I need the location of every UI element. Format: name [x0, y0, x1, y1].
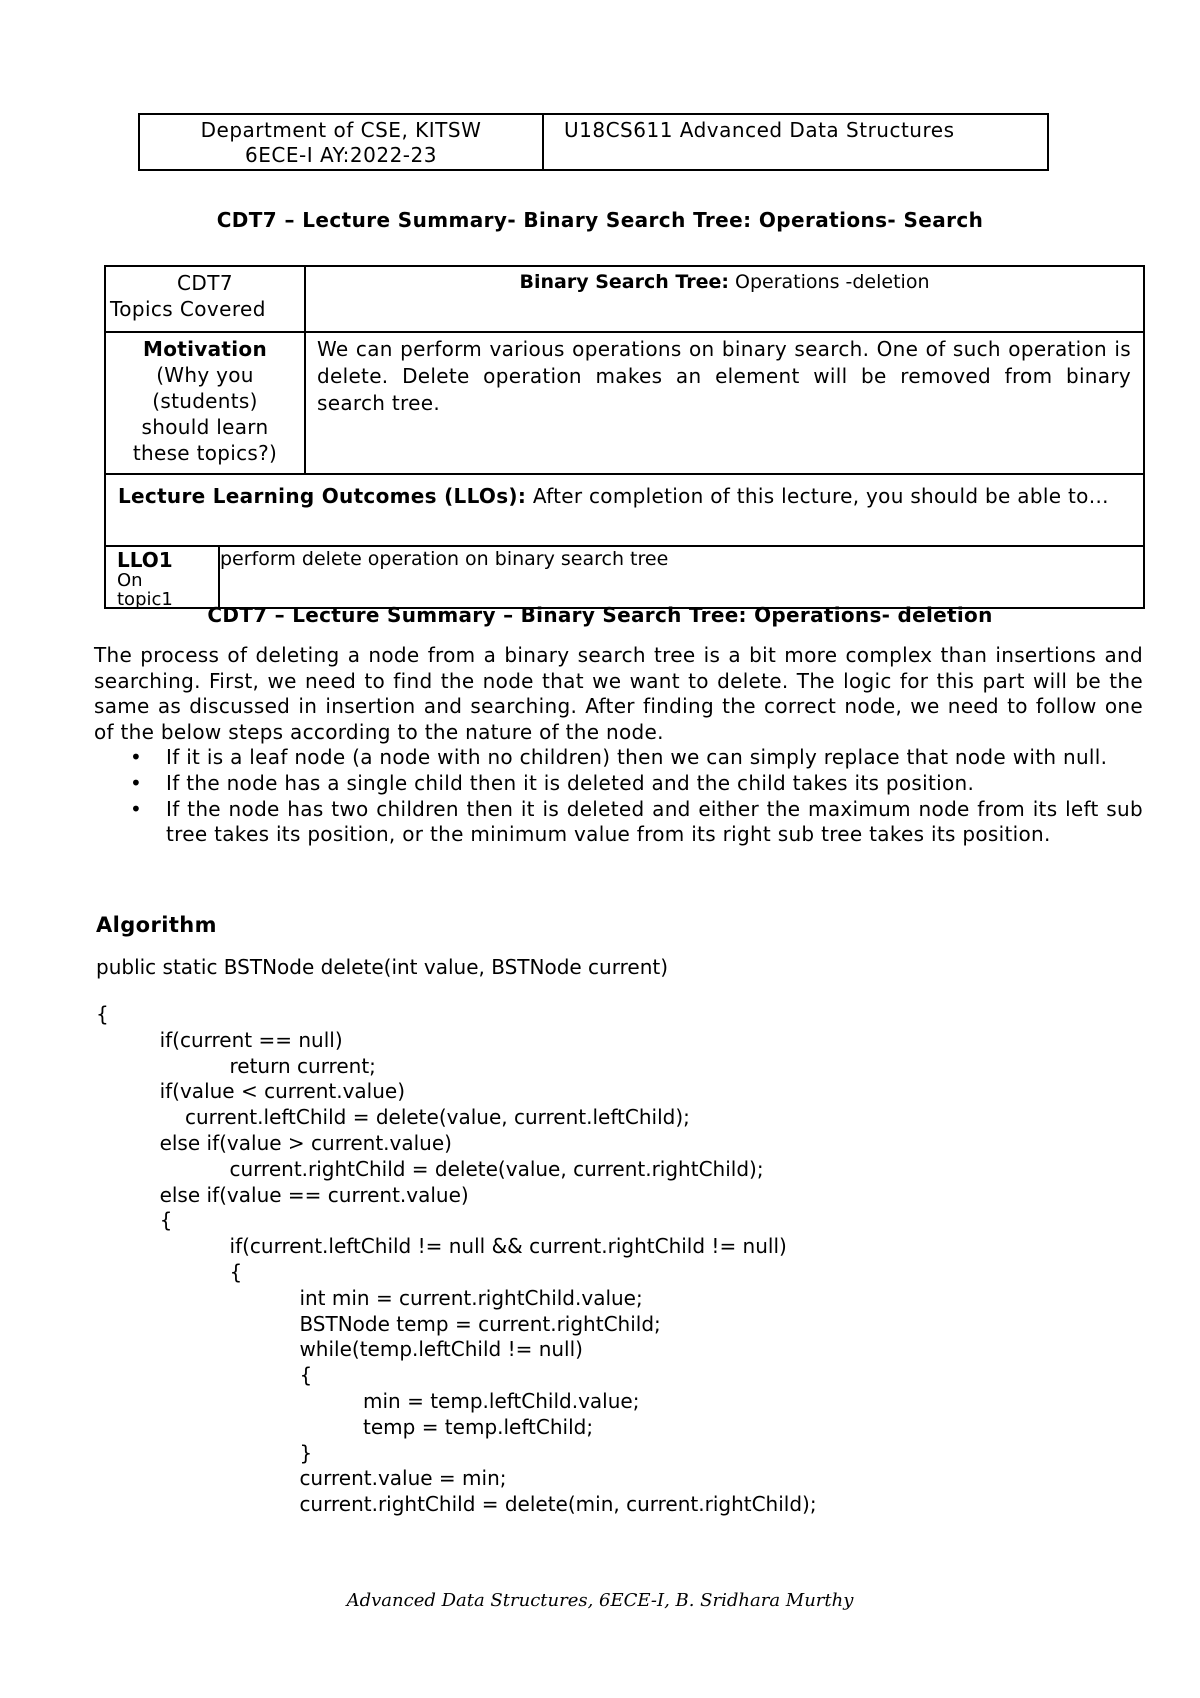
llo1-text: perform delete operation on binary search tree	[220, 548, 669, 570]
llo1-row	[106, 547, 1143, 610]
topics-value-cell	[306, 267, 1143, 331]
bullet-list	[94, 745, 1143, 847]
motivation-sub-2: (students)	[152, 389, 258, 413]
llo1-label-cell	[106, 547, 220, 610]
class-year: 6ECE-I AY:2022-23	[245, 143, 437, 167]
code-line: else if(value > current.value)	[96, 1130, 452, 1155]
code-line: return current;	[96, 1053, 376, 1078]
motivation-sub-4: these topics?)	[132, 441, 278, 465]
code-block	[96, 1002, 1096, 1518]
topics-row	[106, 267, 1143, 333]
code-line: if(current.leftChild != null && current.rightChild != null)	[96, 1234, 787, 1259]
summary-title: CDT7 – Lecture Summary- Binary Search Tree: Operations- Search	[216, 208, 984, 232]
code-line: current.rightChild = delete(min, current.rightChild);	[96, 1492, 817, 1517]
motivation-title: Motivation	[143, 337, 267, 361]
code-line: else if(value == current.value)	[96, 1182, 469, 1207]
header-department-cell	[140, 115, 544, 169]
section-title: CDT7 – Lecture Summary – Binary Search Tree: Operations- deletion	[207, 603, 993, 627]
code-line: if(value < current.value)	[96, 1079, 406, 1104]
bullet-icon: •	[130, 796, 143, 821]
code-line: {	[96, 1259, 243, 1284]
department-name: Department of CSE, KITSW	[200, 118, 482, 142]
code-line: current.value = min;	[96, 1466, 507, 1491]
code-line: min = temp.leftChild.value;	[96, 1388, 640, 1413]
header-table	[138, 113, 1049, 171]
topics-table	[104, 265, 1145, 609]
llo1-code: LLO1	[117, 548, 173, 572]
code-line: current.rightChild = delete(value, current.rightChild);	[96, 1156, 764, 1181]
list-item	[94, 797, 1143, 848]
algorithm-heading: Algorithm	[96, 913, 217, 937]
code-line: {	[96, 1208, 173, 1233]
header-course-cell: U18CS611 Advanced Data Structures	[564, 118, 955, 142]
intro-paragraph: The process of deleting a node from a binary search tree is a bit more complex than insertions and searching. First, we need to find the node that we want to delete. The logic for this part will be the same as discussed in insertion and searching. After finding the correct node, we need to follow one of the below steps according to the nature of the node.	[94, 643, 1143, 744]
code-line: if(current == null)	[96, 1027, 343, 1052]
code-line: {	[96, 1002, 109, 1026]
code-line: {	[96, 1363, 313, 1388]
intro-body	[94, 643, 1143, 848]
code-line: }	[96, 1440, 313, 1465]
topics-code: CDT7	[177, 271, 233, 295]
llo1-sub-1: On	[117, 570, 143, 591]
llo-heading-row	[106, 475, 1143, 547]
topic-rest: Operations -deletion	[728, 271, 930, 293]
list-item	[94, 771, 1143, 797]
llo-heading-rest: After completion of this lecture, you should be able to…	[526, 484, 1109, 508]
llo-heading-bold: Lecture Learning Outcomes (LLOs):	[118, 484, 527, 508]
bullet-icon: •	[130, 745, 143, 770]
topics-label: Topics Covered	[110, 297, 266, 321]
code-line: current.leftChild = delete(value, current.leftChild);	[96, 1105, 690, 1130]
bullet-text: If the node has a single child then it is deleted and the child takes its position.	[166, 770, 975, 795]
page-footer: Advanced Data Structures, 6ECE-I, B. Sridhara Murthy	[346, 1590, 854, 1611]
bullet-icon: •	[130, 770, 143, 795]
motivation-sub-1: (Why you	[156, 363, 254, 387]
topics-label-cell	[106, 267, 306, 331]
code-line: while(temp.leftChild != null)	[96, 1337, 583, 1362]
code-line: BSTNode temp = current.rightChild;	[96, 1311, 661, 1336]
motivation-sub-3: should learn	[141, 415, 269, 439]
motivation-text: We can perform various operations on binary search. One of such operation is delete. Delete operation makes an element will be removed from binary search tree.	[317, 337, 1131, 415]
list-item	[94, 745, 1143, 771]
bullet-text: If it is a leaf node (a node with no children) then we can simply replace that node with null.	[166, 745, 1108, 770]
code-line: temp = temp.leftChild;	[96, 1414, 594, 1439]
motivation-label-cell	[106, 333, 306, 473]
bullet-text: If the node has two children then it is deleted and either the maximum node from its left sub tree takes its position, or the minimum value from its right sub tree takes its position.	[166, 796, 1143, 847]
method-signature: public static BSTNode delete(int value, BSTNode current)	[96, 955, 669, 979]
motivation-row	[106, 333, 1143, 475]
topic-bold: Binary Search Tree:	[519, 271, 729, 293]
code-line: int min = current.rightChild.value;	[96, 1285, 643, 1310]
llo1-sub-2: topic1	[117, 589, 173, 610]
